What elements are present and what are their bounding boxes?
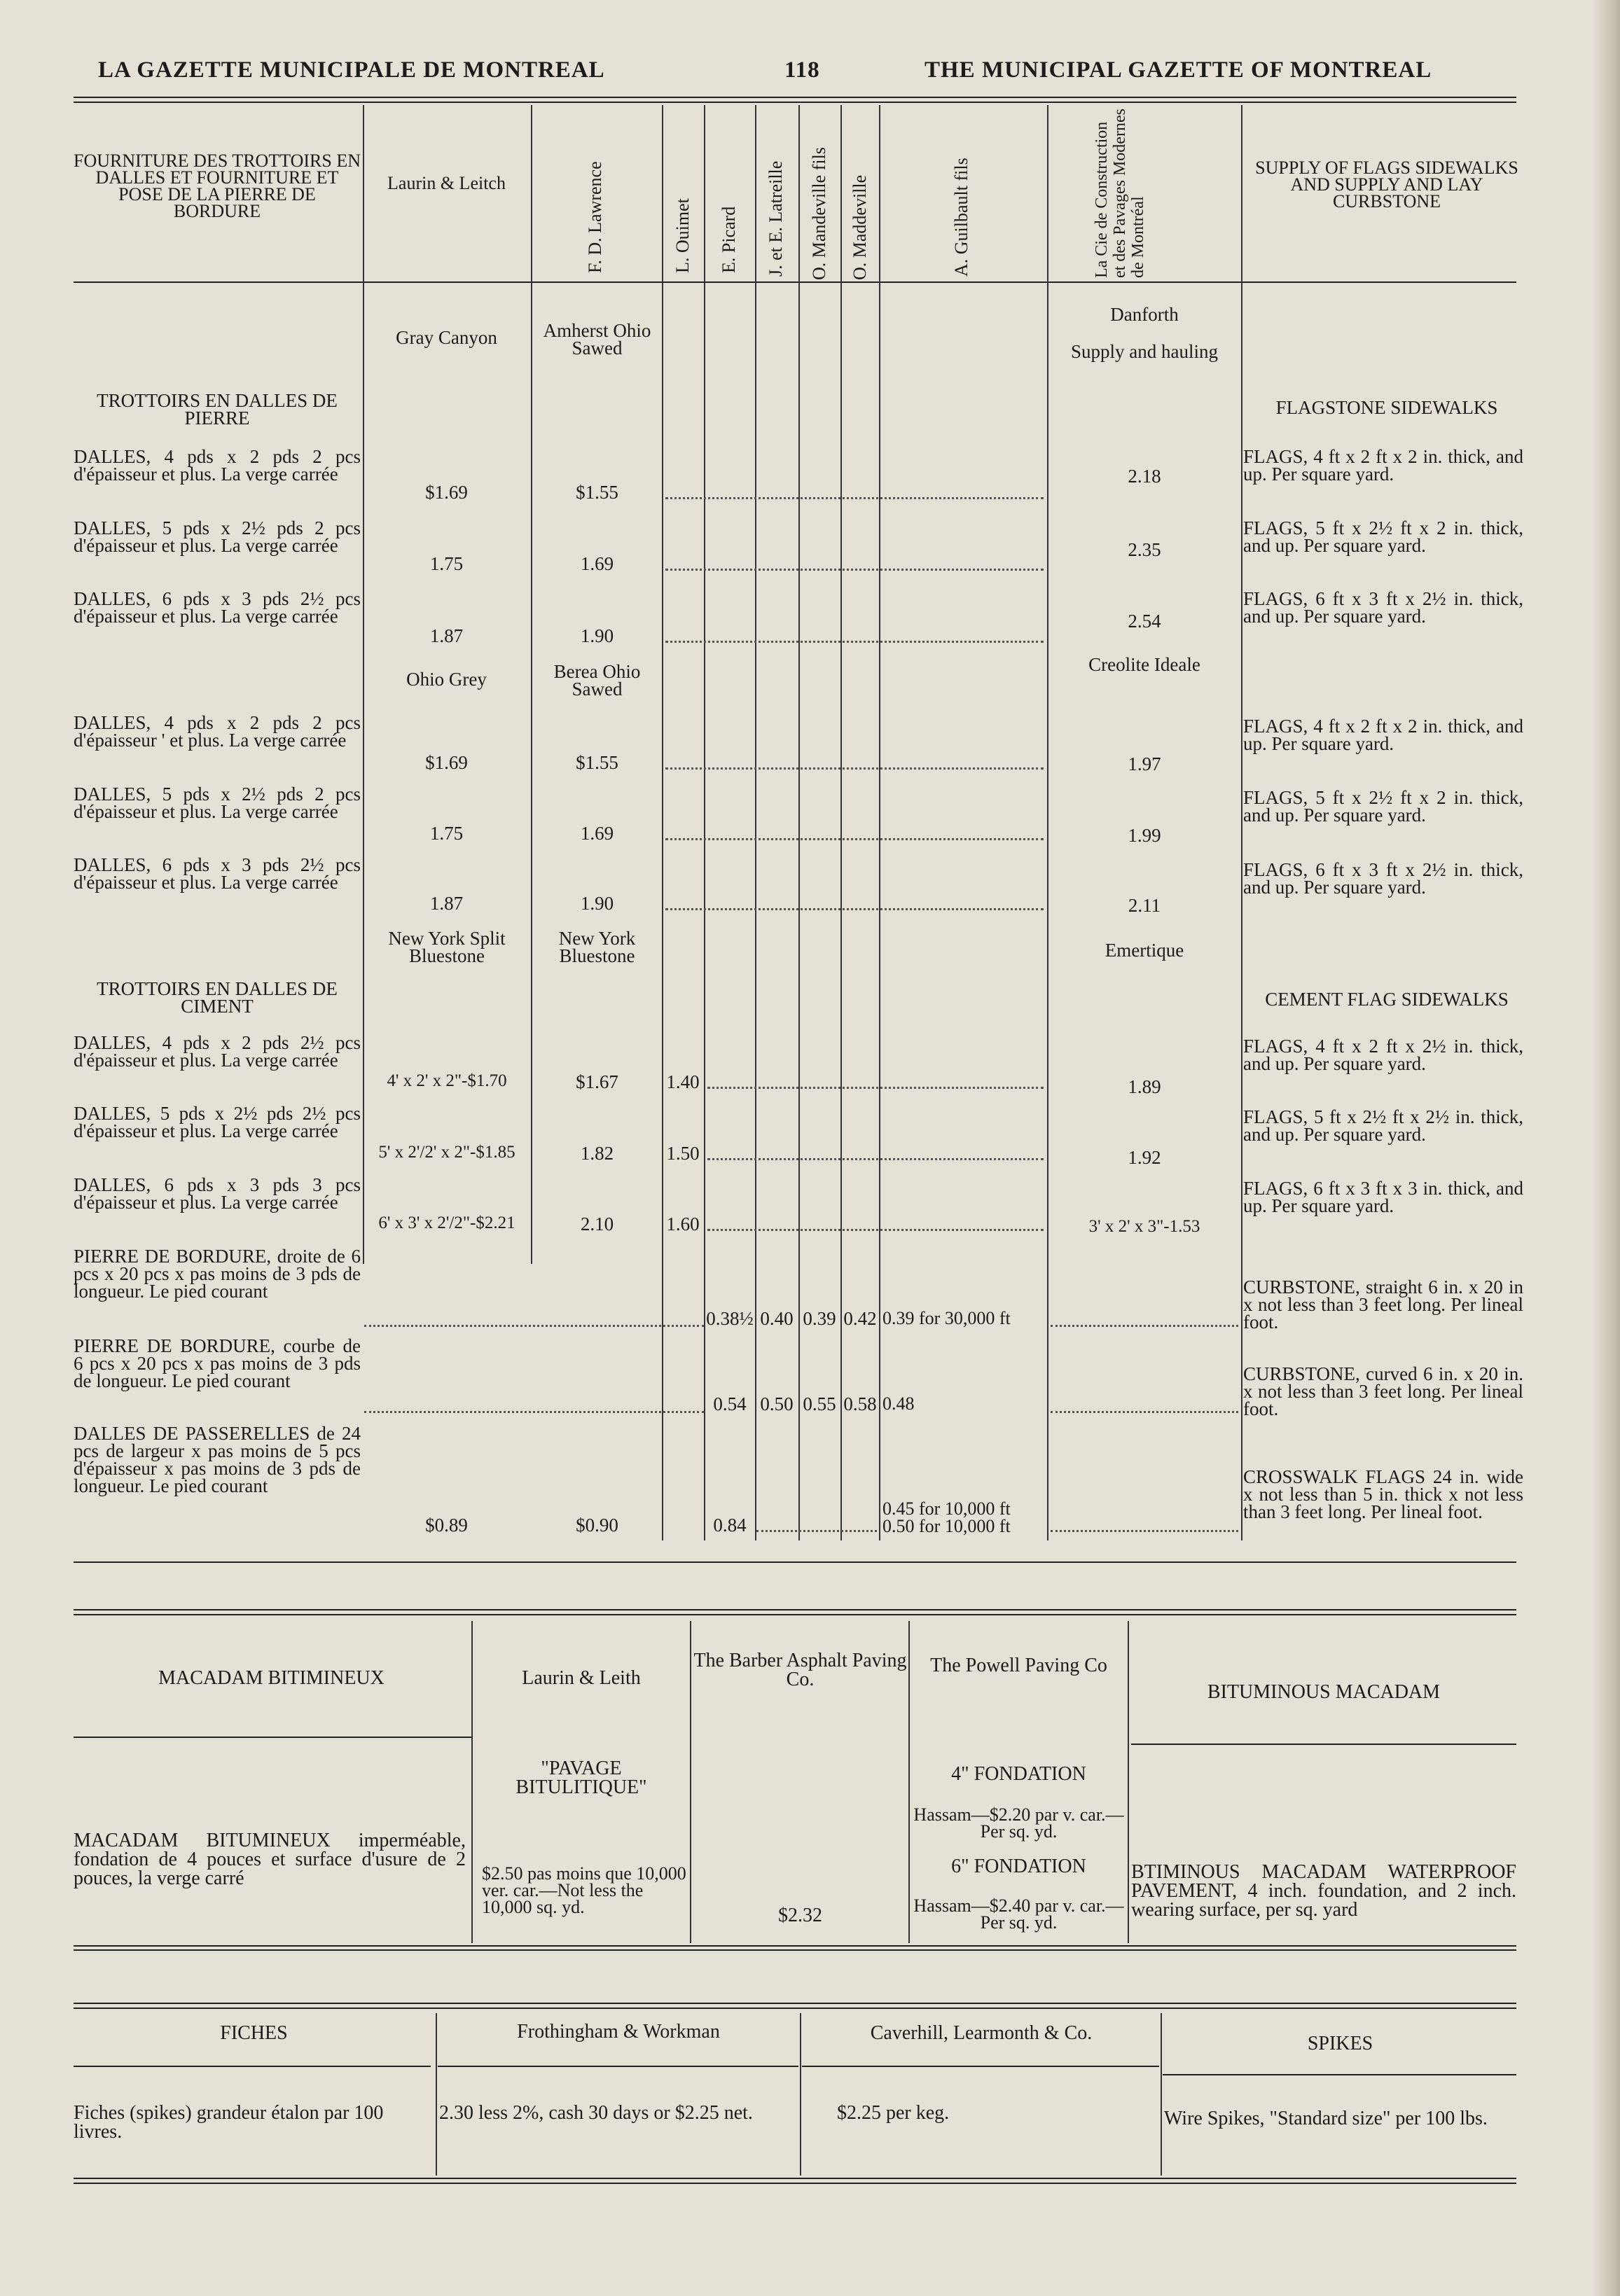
rule bbox=[74, 1945, 1516, 1947]
col-header-maddeville: O. Maddeville bbox=[850, 174, 870, 280]
row-desc-fr: DALLES, 5 pds x 2½ pds 2 pcs d'épaisseur et plus. La verge carrée bbox=[74, 784, 361, 822]
col-header-picard: E. Picard bbox=[719, 206, 739, 273]
price-maddeville: 0.42 bbox=[843, 1308, 877, 1329]
row-desc-fr: PIERRE DE BORDURE, courbe de 6 pcs x 20 pcs x pas moins de 3 pds de longueur. Le pied courant bbox=[74, 1335, 361, 1391]
price-guilbault: 0.39 for 30,000 ft bbox=[882, 1308, 1011, 1328]
page-number: 118 bbox=[784, 57, 820, 83]
col-header-lawrence: F. D. Lawrence bbox=[585, 161, 605, 273]
col-header-frothingham: Frothingham & Workman bbox=[517, 2021, 720, 2043]
row-desc-en: CURBSTONE, straight 6 in. x 20 in x not less than 3 feet long. Per lineal foot. bbox=[1243, 1276, 1523, 1333]
price-laurin: $1.69 bbox=[425, 482, 468, 503]
leader-dots bbox=[665, 767, 1044, 770]
laurin-product-title: "PAVAGE BITULITIQUE" bbox=[515, 1758, 647, 1798]
price-cie: 2.54 bbox=[1128, 611, 1161, 632]
row-desc-fr: DALLES, 6 pds x 3 pds 2½ pcs d'épaisseur et plus. La verge carrée bbox=[74, 854, 361, 893]
laurin-macadam-price: $2.50 pas moins que 10,000 ver. car.—Not less the 10,000 sq. yd. bbox=[482, 1863, 686, 1917]
price-laurin: $0.89 bbox=[425, 1515, 468, 1536]
price-cie: 1.92 bbox=[1128, 1147, 1161, 1168]
col-header-cie: La Cie de Construction et des Pavages Modernes de Montréal bbox=[1093, 109, 1147, 278]
price-ouimet: 1.60 bbox=[666, 1213, 700, 1234]
price-latreille: 0.50 bbox=[760, 1393, 794, 1414]
price-picard: 0.84 bbox=[713, 1515, 747, 1536]
column-line bbox=[908, 1621, 910, 1943]
row-desc-en: FLAGS, 4 ft x 2 ft x 2½ in. thick, and up. Per square yard. bbox=[1243, 1036, 1523, 1074]
row-desc-en: FLAGS, 4 ft x 2 ft x 2 in. thick, and up. Per square yard. bbox=[1243, 716, 1523, 754]
leader-dots bbox=[1051, 1411, 1238, 1413]
row-desc-fr: DALLES DE PASSERELLES de 24 pcs de largeur x pas moins de 5 pcs d'épaisseur x pas moins de 3 pds de longueur. Le pied courant bbox=[74, 1423, 361, 1496]
cie-note-s1: Supply and hauling bbox=[1071, 341, 1218, 362]
leader-dots bbox=[665, 838, 1044, 840]
row-desc-en: FLAGS, 5 ft x 2½ ft x 2½ in. thick, and up. Per square yard. bbox=[1243, 1106, 1523, 1145]
row-desc-fr: DALLES, 6 pds x 3 pds 3 pcs d'épaisseur et plus. La verge carrée bbox=[74, 1174, 361, 1213]
row-desc-fr: DALLES, 4 pds x 2 pds 2½ pcs d'épaisseur et plus. La verge carrée bbox=[74, 1032, 361, 1071]
row-desc-en: FLAGS, 5 ft x 2½ ft x 2 in. thick, and up. Per square yard. bbox=[1243, 787, 1523, 826]
col-header-ouimet: L. Ouimet bbox=[672, 198, 693, 273]
leader-dots bbox=[1051, 1325, 1238, 1327]
col-header-macadam-en: BITUMINOUS MACADAM bbox=[1207, 1681, 1441, 1703]
col-header-en: SUPPLY OF FLAGS SIDEWALKS AND SUPPLY AND LAY CURBSTONE bbox=[1255, 158, 1518, 211]
price-laurin: $1.69 bbox=[425, 752, 468, 773]
price-lawrence: $1.55 bbox=[576, 752, 618, 773]
col-header-barber: The Barber Asphalt Paving Co. bbox=[693, 1650, 907, 1690]
header-right-title: THE MUNICIPAL GAZETTE OF MONTREAL bbox=[925, 57, 1432, 83]
leader-dots bbox=[665, 641, 1044, 643]
macadam-desc-en: BTIMINOUS MACADAM WATERPROOF PAVEMENT, 4 inch. foundation, and 2 inch. wearing surface, per sq. yard bbox=[1131, 1861, 1516, 1921]
rule bbox=[74, 2066, 431, 2067]
row-desc-fr: DALLES, 4 pds x 2 pds 2 pcs d'épaisseur ' et plus. La verge carrée bbox=[74, 712, 361, 751]
column-line bbox=[690, 1621, 691, 1943]
price-cie: 2.11 bbox=[1128, 895, 1161, 916]
row-desc-fr: DALLES, 5 pds x 2½ pds 2 pcs d'épaisseur et plus. La verge carrée bbox=[74, 517, 361, 556]
col-header-fiches: FICHES bbox=[220, 2022, 288, 2044]
price-laurin: 1.75 bbox=[429, 553, 464, 574]
rule bbox=[438, 2066, 798, 2067]
rule bbox=[1131, 1744, 1516, 1745]
rule bbox=[74, 2183, 1516, 2184]
powell-heading-6in: 6" FONDATION bbox=[951, 1856, 1086, 1877]
leader-dots bbox=[756, 1530, 877, 1532]
row-desc-en: FLAGS, 5 ft x 2½ ft x 2 in. thick, and up. Per square yard. bbox=[1243, 517, 1523, 556]
row-desc-fr: DALLES, 4 pds x 2 pds 2 pcs d'épaisseur et plus. La verge carrée bbox=[74, 446, 361, 485]
col-header-powell: The Powell Paving Co bbox=[930, 1655, 1107, 1676]
col-header-latreille: J. et E. Latreille bbox=[766, 160, 786, 277]
powell-price-4in: Hassam—$2.20 par v. car.—Per sq. yd. bbox=[913, 1804, 1124, 1842]
col-header-laurin: Laurin & Leitch bbox=[387, 173, 506, 193]
price-picard: 0.54 bbox=[713, 1393, 747, 1414]
row-desc-fr: DALLES, 5 pds x 2½ pds 2½ pcs d'épaisseur et plus. La verge carrée bbox=[74, 1103, 361, 1141]
leader-dots bbox=[665, 569, 1044, 571]
col-header-caverhill: Caverhill, Learmonth & Co. bbox=[870, 2022, 1093, 2044]
price-lawrence: $0.90 bbox=[576, 1515, 618, 1536]
price-lawrence: 2.10 bbox=[580, 1213, 614, 1234]
column-line bbox=[363, 105, 364, 1264]
col-header-laurin-leith: Laurin & Leith bbox=[522, 1667, 641, 1689]
section-title-en-s3: CEMENT FLAG SIDEWALKS bbox=[1265, 989, 1509, 1010]
price-laurin: 1.87 bbox=[429, 625, 464, 646]
row-desc-fr: DALLES, 6 pds x 3 pds 2½ pcs d'épaisseur et plus. La verge carrée bbox=[74, 588, 361, 627]
column-line bbox=[471, 1621, 473, 1943]
column-line bbox=[436, 2013, 437, 2176]
price-guilbault: 0.50 for 10,000 ft bbox=[882, 1516, 1011, 1536]
fiches-desc-fr: Fiches (spikes) grandeur étalon par 100 livres. bbox=[74, 2102, 384, 2143]
row-desc-en: FLAGS, 6 ft x 3 ft x 2½ in. thick, and up. Per square yard. bbox=[1243, 859, 1523, 898]
row-desc-fr: PIERRE DE BORDURE, droite de 6 pcs x 20 pcs x pas moins de 3 pds de longueur. Le pied courant bbox=[74, 1246, 361, 1302]
rule bbox=[74, 2178, 1516, 2179]
stone-lawrence-s1: Amherst Ohio Sawed bbox=[543, 320, 651, 359]
col-header-fr: FOURNITURE DES TROTTOIRS EN DALLES ET FOURNITURE ET POSE DE LA PIERRE DE BORDURE bbox=[74, 151, 361, 221]
price-laurin: 5' x 2'/2' x 2"-$1.85 bbox=[378, 1143, 515, 1162]
column-line bbox=[531, 105, 532, 1264]
stone-lawrence-s3: New York Bluestone bbox=[558, 928, 636, 966]
rule bbox=[74, 1609, 1516, 1610]
row-desc-en: CURBSTONE, curved 6 in. x 20 in. x not less than 3 feet long. Per lineal foot. bbox=[1243, 1363, 1523, 1419]
price-laurin: 4' x 2' x 2"-$1.70 bbox=[387, 1071, 507, 1090]
price-guilbault: 0.48 bbox=[882, 1393, 915, 1414]
price-mandeville: 0.39 bbox=[803, 1308, 836, 1329]
price-cie: 2.18 bbox=[1128, 466, 1161, 487]
rule bbox=[74, 1737, 473, 1738]
leader-dots bbox=[665, 497, 1044, 499]
leader-dots bbox=[1051, 1530, 1238, 1532]
rule bbox=[1163, 2074, 1516, 2075]
page-edge bbox=[1592, 0, 1620, 2296]
row-desc-en: FLAGS, 4 ft x 2 ft x 2 in. thick, and up. Per square yard. bbox=[1243, 446, 1523, 485]
price-guilbault: 0.45 for 10,000 ft bbox=[882, 1498, 1011, 1519]
col-header-mandeville: O. Mandeville fils bbox=[809, 147, 829, 280]
price-maddeville: 0.58 bbox=[843, 1393, 877, 1414]
price-lawrence: 1.82 bbox=[580, 1143, 614, 1164]
stone-lawrence-s2: Berea Ohio Sawed bbox=[553, 661, 641, 700]
rule bbox=[74, 2003, 1516, 2004]
section-title-fr-s1: TROTTOIRS EN DALLES DE PIERRE bbox=[97, 390, 338, 429]
rule bbox=[74, 2008, 1516, 2009]
rule bbox=[74, 97, 1516, 98]
frothingham-price: 2.30 less 2%, cash 30 days or $2.25 net. bbox=[439, 2102, 753, 2124]
price-ouimet: 1.40 bbox=[666, 1071, 700, 1092]
rule bbox=[74, 1561, 1516, 1563]
row-desc-en: FLAGS, 6 ft x 3 ft x 3 in. thick, and up. Per square yard. bbox=[1243, 1178, 1523, 1216]
column-line bbox=[1128, 1621, 1129, 1943]
col-header-spikes: SPIKES bbox=[1307, 2033, 1373, 2054]
price-lawrence: 1.69 bbox=[580, 823, 614, 844]
price-lawrence: $1.55 bbox=[576, 482, 618, 503]
col-header-guilbault: A. Guilbault fils bbox=[951, 158, 971, 277]
leader-dots bbox=[665, 908, 1044, 910]
stone-cie-s3: Emertique bbox=[1105, 940, 1184, 961]
price-mandeville: 0.55 bbox=[803, 1393, 836, 1414]
header-left-title: LA GAZETTE MUNICIPALE DE MONTREAL bbox=[98, 57, 605, 83]
price-cie: 1.89 bbox=[1128, 1076, 1161, 1097]
row-desc-en: FLAGS, 6 ft x 3 ft x 2½ in. thick, and up. Per square yard. bbox=[1243, 588, 1523, 627]
column-line bbox=[800, 2013, 801, 2176]
rule bbox=[74, 281, 1516, 283]
caverhill-price: $2.25 per keg. bbox=[837, 2102, 950, 2124]
section-title-en-s1: FLAGSTONE SIDEWALKS bbox=[1275, 397, 1498, 418]
stone-cie-s2: Creolite Ideale bbox=[1088, 654, 1200, 675]
rule bbox=[74, 1949, 1516, 1951]
rule bbox=[802, 2066, 1159, 2067]
price-cie: 3' x 2' x 3"-1.53 bbox=[1088, 1217, 1200, 1236]
price-laurin: 6' x 3' x 2'/2"-$2.21 bbox=[378, 1213, 515, 1232]
leader-dots bbox=[707, 1158, 1044, 1160]
stone-laurin-s3: New York Split Bluestone bbox=[388, 928, 506, 966]
barber-macadam-price: $2.32 bbox=[778, 1905, 822, 1926]
price-lawrence: 1.90 bbox=[580, 625, 614, 646]
spikes-desc-en: Wire Spikes, "Standard size" per 100 lbs. bbox=[1164, 2108, 1488, 2129]
col-header-macadam-fr: MACADAM BITIMINEUX bbox=[158, 1667, 385, 1689]
column-line bbox=[1161, 2013, 1162, 2176]
column-line bbox=[879, 105, 880, 1540]
price-lawrence: 1.69 bbox=[580, 553, 614, 574]
price-picard: 0.38½ bbox=[706, 1308, 754, 1329]
stone-laurin-s2: Ohio Grey bbox=[406, 669, 487, 690]
column-line bbox=[1047, 105, 1048, 1540]
powell-price-6in: Hassam—$2.40 par v. car.—Per sq. yd. bbox=[913, 1895, 1124, 1933]
price-laurin: 1.75 bbox=[429, 823, 464, 844]
rule bbox=[74, 102, 1516, 103]
price-cie: 1.99 bbox=[1128, 825, 1161, 846]
leader-dots bbox=[707, 1229, 1044, 1231]
price-ouimet: 1.50 bbox=[666, 1143, 700, 1164]
stone-laurin-s1: Gray Canyon bbox=[396, 327, 497, 348]
price-laurin: 1.87 bbox=[429, 893, 464, 914]
price-cie: 2.35 bbox=[1128, 539, 1161, 560]
leader-dots bbox=[364, 1325, 704, 1327]
powell-heading-4in: 4" FONDATION bbox=[951, 1763, 1086, 1785]
rule bbox=[74, 1614, 1516, 1615]
price-cie: 1.97 bbox=[1128, 753, 1161, 774]
price-lawrence: $1.67 bbox=[576, 1071, 618, 1092]
row-desc-en: CROSSWALK FLAGS 24 in. wide x not less than 5 in. thick x not less than 3 feet long. Per lineal foot. bbox=[1243, 1466, 1523, 1522]
column-line bbox=[1241, 105, 1242, 1540]
leader-dots bbox=[364, 1411, 704, 1413]
stone-cie-s1: Danforth bbox=[1110, 304, 1179, 325]
macadam-desc-fr: MACADAM BITUMINEUX imperméable, fondation de 4 pouces et surface d'usure de 2 pouces, la verge carré bbox=[74, 1830, 466, 1889]
price-lawrence: 1.90 bbox=[580, 893, 614, 914]
section-title-fr-s3: TROTTOIRS EN DALLES DE CIMENT bbox=[97, 978, 338, 1017]
leader-dots bbox=[707, 1087, 1044, 1089]
price-latreille: 0.40 bbox=[760, 1308, 794, 1329]
